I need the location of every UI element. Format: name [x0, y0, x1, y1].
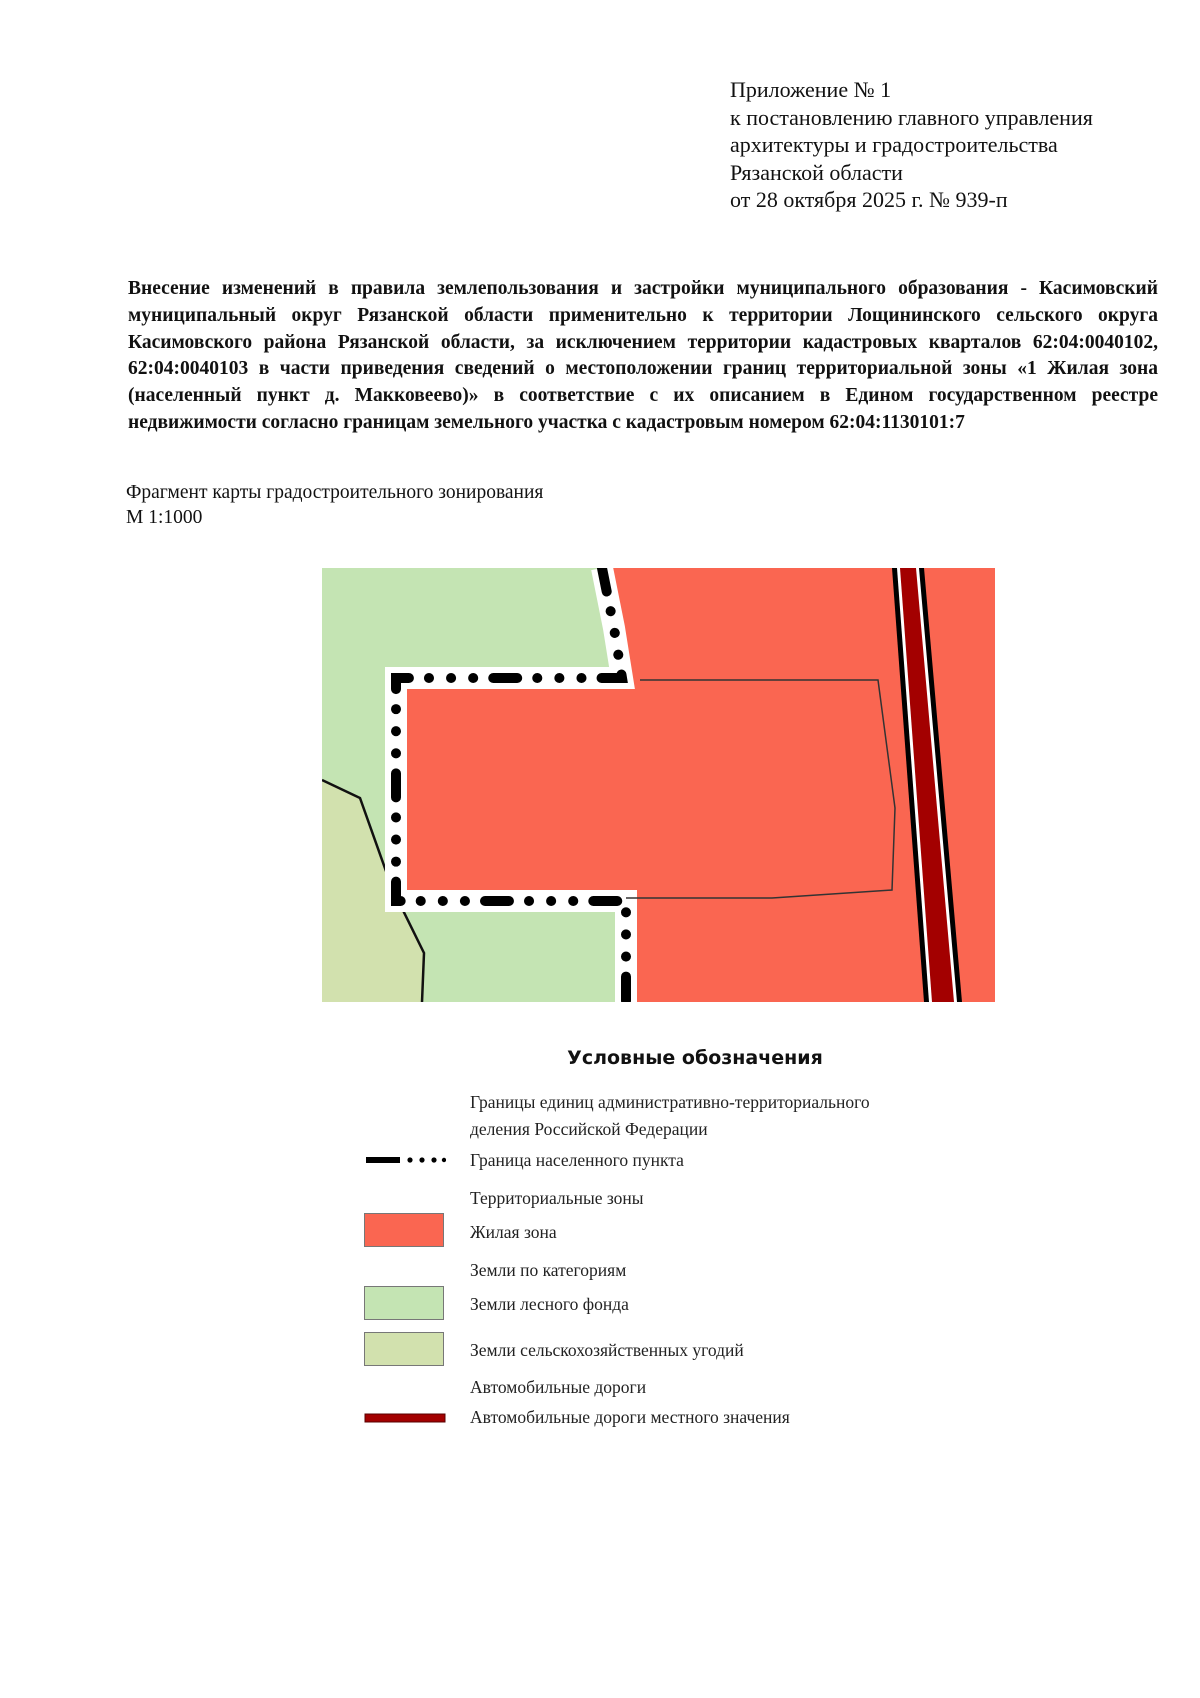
zoning-map: [322, 568, 995, 1002]
appendix-line-1: Приложение № 1: [730, 77, 892, 102]
agricultural-land-swatch: [364, 1332, 444, 1366]
settlement-boundary-symbol: [364, 1153, 446, 1167]
legend-admin-header-2: деления Российской Федерации: [470, 1119, 708, 1139]
legend-settlement-boundary: Граница населенного пункта: [470, 1150, 684, 1170]
appendix-line-5: от 28 октября 2025 г. № 939-п: [730, 187, 1008, 212]
local-road-symbol: [364, 1412, 446, 1424]
legend-roads-header: Автомобильные дороги: [470, 1377, 647, 1397]
map-caption-title: Фрагмент карты градостроительного зонирования: [126, 482, 544, 503]
appendix-header: [730, 76, 1170, 214]
legend-forest: Земли лесного фонда: [470, 1294, 629, 1314]
legend-residential: Жилая зона: [470, 1222, 557, 1242]
legend-land-header: Земли по категориям: [470, 1260, 627, 1280]
forest-land-swatch: [364, 1286, 444, 1320]
residential-zone-swatch: [364, 1213, 444, 1247]
legend-title: Условные обозначения: [567, 1047, 823, 1069]
document-title: Внесение изменений в правила землепользования и застройки муниципального образования - Касимовский муниципальный округ Рязанской области применительно к территории Лощининского сельского округа Касимовского района Рязанской области, за исключением территории кадастровых кварталов 62:04:0040102, 62:04:0040103 в части приведения сведений о местоположении границ территориальной зоны «1 Жилая зона (населенный пункт д. Макковеево)» в соответствие с их описанием в Едином государственном реестре недвижимости согласно границам земельного участка с кадастровым номером 62:04:1130101:7: [128, 278, 1158, 433]
legend-local-roads: Автомобильные дороги местного значения: [470, 1407, 790, 1427]
appendix-line-3: архитектуры и градостроительства: [730, 132, 1058, 157]
legend-agricultural: Земли сельскохозяйственных угодий: [470, 1340, 744, 1360]
map-scale: М 1:1000: [126, 507, 203, 528]
map-caption: [126, 480, 543, 530]
appendix-line-4: Рязанской области: [730, 159, 903, 185]
legend-admin-header-1: Границы единиц административно-территориального: [470, 1092, 870, 1112]
appendix-line-2: к постановлению главного управления: [730, 104, 1093, 130]
legend-zones-header: Территориальные зоны: [470, 1188, 644, 1208]
